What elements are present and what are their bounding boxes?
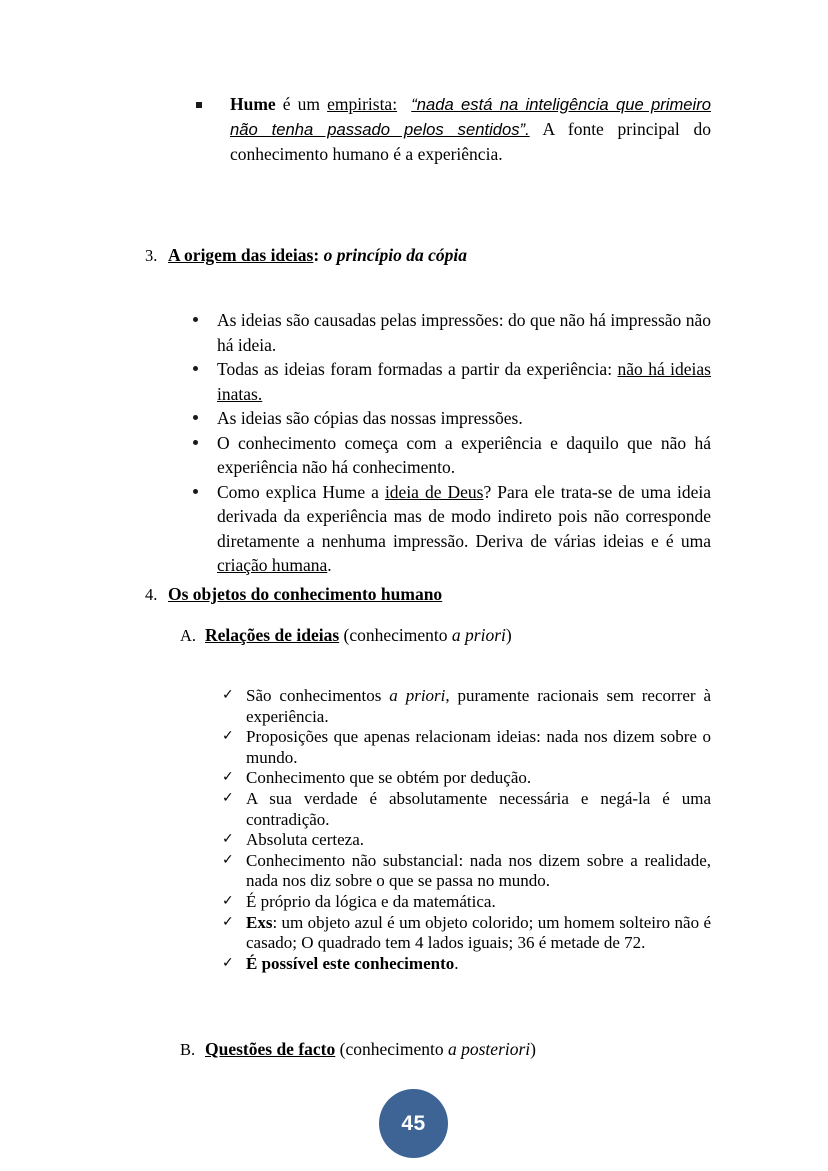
heading-a-paren-italic: a priori <box>451 625 506 645</box>
check-item-text <box>246 830 364 849</box>
text-run: É próprio da lógica e da matemática. <box>246 891 496 911</box>
check-list-item <box>222 727 711 768</box>
hume-empiricist-text <box>230 92 711 167</box>
hume-lead-bold: Hume <box>230 94 276 114</box>
heading-subsection-a <box>180 622 512 649</box>
check-item-text <box>246 892 496 911</box>
page-number: 45 <box>401 1111 426 1135</box>
check-item-text <box>246 913 711 953</box>
list-item-text <box>217 482 711 576</box>
heading-3-number: 3. <box>145 246 158 265</box>
heading-3-separator: : <box>313 245 324 265</box>
heading-b-letter: B. <box>180 1040 196 1059</box>
heading-3-text <box>168 242 467 268</box>
round-bullet-icon <box>193 415 198 420</box>
check-item-text <box>246 954 458 973</box>
heading-a-text <box>205 622 512 648</box>
text-run: É possível este conhecimento <box>246 953 455 973</box>
text-run: São conhecimentos <box>246 686 390 705</box>
heading-4-number: 4. <box>145 585 158 604</box>
checkmark-icon: ✓ <box>222 851 234 868</box>
checkmark-icon: ✓ <box>222 769 234 786</box>
text-run: ideia de Deus <box>384 481 484 502</box>
checkmark-icon: ✓ <box>222 728 234 745</box>
checkmark-icon: ✓ <box>222 687 234 703</box>
list-item-text <box>217 310 711 355</box>
heading-a-letter: A. <box>180 626 197 645</box>
text-run: , puramente racionais sem recorrer à experiência. <box>246 686 711 726</box>
text-run: não há ideias inatas. <box>217 359 711 404</box>
text-run: Conhecimento que se obtém por dedução. <box>246 768 532 788</box>
hume-space-1 <box>397 94 411 114</box>
text-run: criação humana <box>217 555 328 575</box>
round-bullet-icon <box>193 440 198 445</box>
text-run: A sua verdade é absolutamente necessária e negá-la é uma contradição. <box>246 788 711 829</box>
heading-a-paren-close: ) <box>505 625 512 645</box>
heading-4-title: Os objetos do conhecimento humano <box>168 584 443 604</box>
check-list-item <box>222 830 711 851</box>
check-list-item <box>222 954 711 975</box>
text-run: Exs <box>246 912 273 932</box>
check-item-text <box>246 727 711 767</box>
heading-3-title: A origem das ideias <box>168 245 314 265</box>
list-item-text <box>217 433 711 478</box>
round-bullet-icon <box>193 317 198 322</box>
round-bullet-icon <box>193 366 198 371</box>
text-run: ? Para ele trata-se de uma ideia derivada da experiência mas de modo indireto pois não corresponde diretamente a nenhuma impressão. Deriva de várias ideias e é uma <box>217 481 711 551</box>
text-run: O conhecimento começa com a experiência e daquilo que não há experiência não há conhecimento. <box>217 432 711 477</box>
heading-section-4 <box>145 581 442 608</box>
square-bullet-icon <box>196 102 202 108</box>
heading-a-title: Relações de ideias <box>205 625 340 645</box>
check-list-item <box>222 851 711 892</box>
page-number-badge <box>379 1089 448 1158</box>
hume-mid-text: é um <box>275 94 328 114</box>
heading-b-paren-open: (conhecimento <box>335 1039 448 1059</box>
text-run: As ideias são causadas pelas impressões: do que não há impressão não há ideia. <box>217 310 711 355</box>
checkmark-icon: ✓ <box>222 892 234 909</box>
text-run: . <box>454 953 459 973</box>
text-run: : um objeto azul é um objeto colorido; um homem solteiro não é casado; O quadrado tem 4 lados iguais; 36 é metade de 72. <box>246 912 711 953</box>
hume-empirista-underline: empirista: <box>327 94 398 114</box>
check-list-item <box>222 913 711 954</box>
hume-quote: “nada está na inteligência que primeiro não tenha passado pelos sentidos”. <box>230 95 711 139</box>
check-item-text <box>246 851 711 891</box>
heading-b-title: Questões de facto <box>205 1039 336 1059</box>
text-run: Como explica Hume a <box>217 481 385 502</box>
text-run: . <box>327 555 332 575</box>
list-item-text <box>217 359 711 404</box>
check-list-item <box>222 892 711 913</box>
check-item-text <box>246 768 531 787</box>
list-item-text <box>217 408 523 428</box>
checkmark-icon: ✓ <box>222 954 234 971</box>
text-run: a priori <box>389 686 446 705</box>
checkmark-icon: ✓ <box>222 789 234 806</box>
heading-b-paren-close: ) <box>530 1039 536 1059</box>
list-item <box>192 357 711 406</box>
check-list-item <box>222 686 711 727</box>
text-run: As ideias são cópias das nossas impressões. <box>217 408 523 428</box>
text-run: Todas as ideias foram formadas a partir da experiência: <box>217 359 618 379</box>
text-run: Absoluta certeza. <box>246 830 364 850</box>
origem-ideias-list <box>192 308 711 578</box>
hume-tail: A fonte principal do conhecimento humano é a experiência. <box>230 119 711 164</box>
heading-3-subtitle: o princípio da cópia <box>323 245 467 265</box>
check-item-text <box>246 789 711 829</box>
heading-section-3 <box>145 242 467 269</box>
text-run: Proposições que apenas relacionam ideias: nada nos dizem sobre o mundo. <box>246 727 711 767</box>
check-list-item <box>222 768 711 789</box>
heading-b-text <box>205 1036 536 1062</box>
check-list-item <box>222 789 711 830</box>
text-run: Conhecimento não substancial: nada nos dizem sobre a realidade, nada nos diz sobre o que se passa no mundo. <box>246 850 711 891</box>
heading-a-paren-open: (conhecimento <box>339 625 452 645</box>
list-item <box>192 431 711 480</box>
list-item <box>192 308 711 357</box>
check-item-text <box>246 686 711 726</box>
list-item <box>192 406 711 431</box>
round-bullet-icon <box>193 489 198 494</box>
checkmark-icon: ✓ <box>222 913 234 930</box>
heading-subsection-b <box>180 1036 536 1063</box>
relacoes-ideias-check-list <box>222 686 711 974</box>
hume-empiricist-item <box>196 92 711 167</box>
heading-b-paren-italic: a posteriori <box>448 1039 531 1059</box>
list-item <box>192 480 711 578</box>
checkmark-icon: ✓ <box>222 831 234 848</box>
